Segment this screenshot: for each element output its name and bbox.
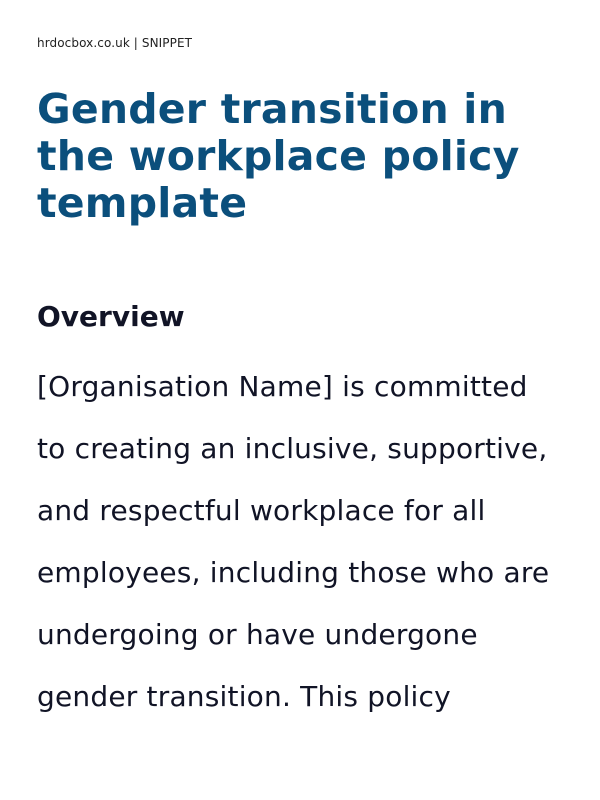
paragraph-line: undergoing or have undergone bbox=[37, 618, 478, 651]
paragraph-line: employees, including those who are bbox=[37, 556, 550, 589]
source-label: hrdocbox.co.uk | SNIPPET bbox=[37, 36, 193, 50]
overview-paragraph bbox=[37, 356, 564, 728]
section-heading-overview: Overview bbox=[37, 300, 185, 333]
page-title: Gender transition in the workplace policy template bbox=[37, 85, 520, 227]
paragraph-line: [Organisation Name] is committed bbox=[37, 370, 528, 403]
paragraph-line: and respectful workplace for all bbox=[37, 494, 486, 527]
paragraph-line: gender transition. This policy bbox=[37, 680, 451, 713]
paragraph-line: to creating an inclusive, supportive, bbox=[37, 432, 548, 465]
